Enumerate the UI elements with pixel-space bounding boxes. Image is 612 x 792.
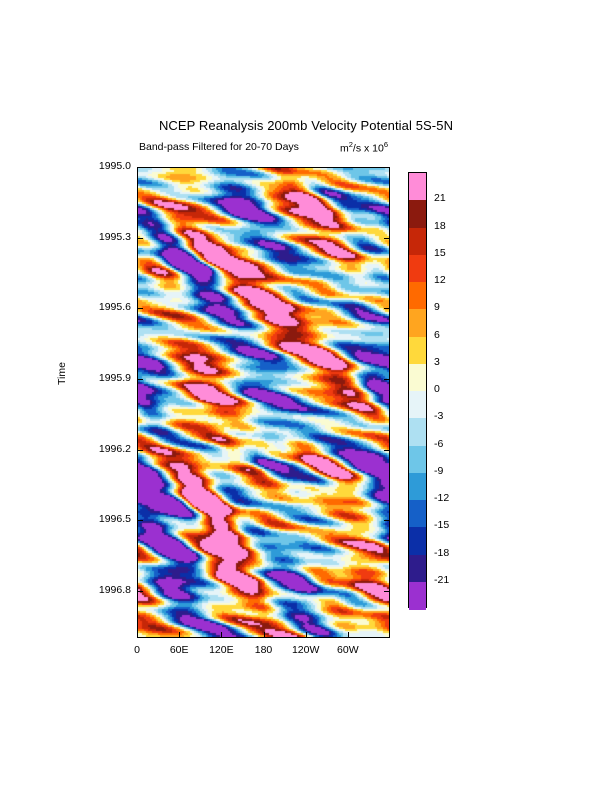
colorbar xyxy=(408,172,427,608)
y-tick-mark xyxy=(137,167,143,168)
units-exponent-1: 2 xyxy=(348,140,353,149)
chart-title: NCEP Reanalysis 200mb Velocity Potential 5S-5N xyxy=(158,118,454,133)
colorbar-tick-label: 12 xyxy=(434,274,446,286)
colorbar-segment xyxy=(409,527,426,555)
x-tick-label: 120E xyxy=(209,644,234,656)
colorbar-segment xyxy=(409,282,426,310)
y-tick-mark xyxy=(137,238,143,239)
colorbar-tick-label: -18 xyxy=(434,546,450,559)
y-tick-mark-right xyxy=(384,520,390,521)
y-tick-mark-right xyxy=(384,238,390,239)
colorbar-segment xyxy=(409,337,426,365)
x-tick-mark xyxy=(221,632,222,638)
colorbar-segment xyxy=(409,418,426,446)
colorbar-segment xyxy=(409,555,426,583)
colorbar-tick-label: -21 xyxy=(434,573,450,586)
x-tick-mark xyxy=(348,632,349,638)
units-base: m xyxy=(340,142,349,155)
y-tick-mark xyxy=(137,520,143,521)
colorbar-segment xyxy=(409,309,426,337)
y-axis-label: Time xyxy=(56,362,68,385)
y-tick-label: 1996.5 xyxy=(98,513,131,526)
x-tick-mark xyxy=(179,632,180,638)
y-tick-mark xyxy=(137,379,143,380)
colorbar-tick-label: -3 xyxy=(434,410,444,423)
colorbar-segment xyxy=(409,391,426,419)
colorbar-tick-label: -9 xyxy=(434,464,444,477)
y-tick-mark xyxy=(137,450,143,451)
heatmap-canvas xyxy=(138,168,389,637)
y-tick-label: 1996.8 xyxy=(98,583,131,596)
colorbar-tick-label: 18 xyxy=(434,219,446,232)
x-tick-mark xyxy=(137,632,138,638)
y-tick-label: 1996.2 xyxy=(98,442,131,455)
colorbar-segment xyxy=(409,582,426,610)
hovmoller-plot-area xyxy=(137,167,390,638)
colorbar-segment xyxy=(409,173,426,201)
y-tick-mark-right xyxy=(384,591,390,592)
y-tick-mark xyxy=(137,308,143,309)
y-tick-mark xyxy=(137,591,143,592)
units-middle: /s x 10 xyxy=(352,142,384,155)
colorbar-tick-label: 6 xyxy=(434,328,440,341)
y-tick-label: 1995.6 xyxy=(98,301,131,314)
units-exponent-2: 6 xyxy=(383,140,389,149)
y-tick-label: 1995.9 xyxy=(98,371,131,384)
colorbar-tick-label: 9 xyxy=(434,301,440,314)
colorbar-segment xyxy=(409,228,426,256)
units-label xyxy=(340,140,388,155)
colorbar-tick-label: -15 xyxy=(434,519,450,532)
x-tick-label: 0 xyxy=(134,644,140,656)
colorbar-segment xyxy=(409,500,426,528)
colorbar-tick-label: 21 xyxy=(434,192,446,205)
colorbar-segment xyxy=(409,364,426,392)
colorbar-tick-label: 0 xyxy=(434,383,440,395)
colorbar-tick-label: 3 xyxy=(434,355,440,368)
y-tick-mark-right xyxy=(384,379,390,380)
chart-subtitle: Band-pass Filtered for 20-70 Days xyxy=(139,141,299,153)
y-tick-mark-right xyxy=(384,167,390,168)
y-tick-label: 1995.3 xyxy=(98,230,131,243)
colorbar-segment xyxy=(409,200,426,228)
x-tick-mark xyxy=(306,632,307,638)
colorbar-tick-label: -12 xyxy=(434,492,450,504)
x-tick-mark xyxy=(264,632,265,638)
x-tick-label: 120W xyxy=(291,644,320,656)
colorbar-segment xyxy=(409,473,426,501)
x-tick-label: 60E xyxy=(169,644,189,656)
colorbar-segment xyxy=(409,255,426,283)
colorbar-tick-label: 15 xyxy=(434,246,446,259)
y-tick-mark-right xyxy=(384,450,390,451)
colorbar-tick-label: -6 xyxy=(434,437,444,450)
colorbar-segment xyxy=(409,446,426,474)
y-tick-label: 1995.0 xyxy=(98,160,131,172)
x-tick-label: 60W xyxy=(337,644,359,656)
y-tick-mark-right xyxy=(384,308,390,309)
x-tick-label: 180 xyxy=(254,644,273,656)
